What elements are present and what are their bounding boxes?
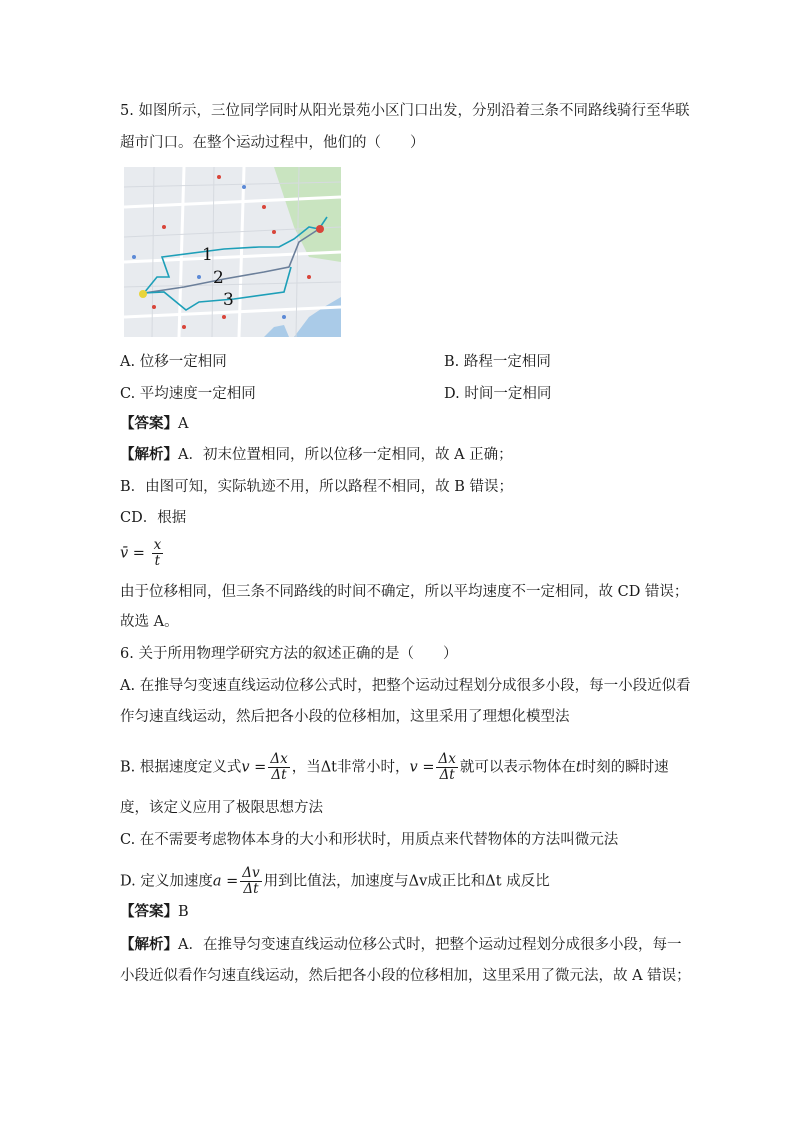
q5-analysis-cd2: 由于位移相同，但三条不同路线的时间不确定，所以平均速度不一定相同，故 CD 错误； <box>120 584 689 600</box>
analysis-text: A．初末位置相同，所以位移一定相同，故 A 正确； <box>178 447 513 463</box>
opt-b-text4: 就可以表示物体在 <box>459 759 576 776</box>
opt-d-fraction <box>240 866 261 897</box>
q5-stem-line1: 5. 如图所示，三位同学同时从阳光景苑小区门口出发，分别沿着三条不同路线骑行至华联 <box>120 103 690 119</box>
opt-d-text3: 成正比和 <box>427 873 486 890</box>
opt-b-text1: B. 根据速度定义式 <box>120 759 242 776</box>
opt-b-text3: 非常小时， <box>337 759 410 776</box>
q6-analysis-line2: 小段近似看作匀速直线运动，然后把各小段的位移相加，这里采用了微元法，故 A 错误； <box>120 968 691 984</box>
opt-d-text4: 成反比 <box>501 873 550 890</box>
q6-analysis-line1 <box>120 935 681 955</box>
opt-b-fraction <box>268 752 289 783</box>
average-velocity-formula <box>120 538 165 569</box>
opt-b-num2: Δx <box>438 751 456 767</box>
opt-b-text2: ，当 <box>291 759 321 776</box>
q6-option-b-line2: 度，该定义应用了极限思想方法 <box>120 800 323 816</box>
q5-answer <box>120 414 188 434</box>
opt-d-dt: Δt <box>485 873 502 890</box>
opt-b-den2: Δt <box>439 767 455 783</box>
formula-numerator: x <box>153 537 162 553</box>
formula-fraction <box>152 538 164 569</box>
opt-b-num: Δx <box>270 751 288 767</box>
analysis-tag: 【解析】 <box>120 446 178 463</box>
route-label-2: 2 <box>213 268 224 288</box>
route-label-1: 1 <box>202 245 213 265</box>
q6-option-b <box>120 752 669 783</box>
q6-stem: 6. 关于所用物理学研究方法的叙述正确的是（ ） <box>120 646 458 662</box>
q6-answer <box>120 902 189 922</box>
opt-d-a-eq: a = <box>212 873 239 890</box>
q6-option-a-line2: 作匀速直线运动，然后把各小段的位移相加，这里采用了理想化模型法 <box>120 709 570 725</box>
formula-denominator: t <box>154 553 161 569</box>
analysis-text: A．在推导匀变速直线运动位移公式时，把整个运动过程划分成很多小段，每一 <box>178 937 682 953</box>
opt-b-fraction2 <box>436 752 457 783</box>
q5-analysis-a <box>120 445 513 465</box>
answer-value: B <box>178 904 189 920</box>
q5-analysis-cd: CD．根据 <box>120 510 187 526</box>
q6-option-d <box>120 866 550 897</box>
q6-option-c: C. 在不需要考虑物体本身的大小和形状时，用质点来代替物体的方法叫微元法 <box>120 832 619 848</box>
opt-b-v-eq: v = <box>241 759 267 776</box>
opt-b-v-eq2: v = <box>409 759 435 776</box>
answer-tag: 【答案】 <box>120 415 178 432</box>
q5-conclusion: 故选 A。 <box>120 614 179 630</box>
q5-option-c: C. 平均速度一定相同 <box>120 386 256 402</box>
opt-b-t: t <box>575 759 582 776</box>
q5-option-a: A. 位移一定相同 <box>120 354 227 370</box>
q5-stem-line2: 超市门口。在整个运动过程中，他们的（ ） <box>120 135 425 151</box>
end-marker <box>316 225 324 233</box>
opt-d-text2: 用到比值法，加速度与 <box>263 873 409 890</box>
q5-option-d: D. 时间一定相同 <box>444 386 552 402</box>
analysis-tag: 【解析】 <box>120 936 178 953</box>
opt-d-den: Δt <box>243 881 259 897</box>
formula-lhs: v̄ = <box>120 545 145 562</box>
q5-option-b: B. 路程一定相同 <box>444 354 551 370</box>
opt-b-text5: 时刻的瞬时速 <box>581 759 669 776</box>
opt-d-text1: D. 定义加速度 <box>120 873 213 890</box>
opt-b-dt: Δt <box>320 759 338 776</box>
opt-d-dv: Δv <box>408 873 428 890</box>
start-marker <box>139 290 147 298</box>
q5-analysis-b: B．由图可知，实际轨迹不用，所以路程不相同，故 B 错误； <box>120 479 514 495</box>
answer-value: A <box>178 416 189 432</box>
opt-d-num: Δv <box>242 865 260 881</box>
route-label-3: 3 <box>223 290 234 310</box>
route-map-image <box>124 167 341 337</box>
answer-tag: 【答案】 <box>120 903 178 920</box>
q6-option-a-line1: A. 在推导匀变速直线运动位移公式时，把整个运动过程划分成很多小段，每一小段近似看 <box>120 678 691 694</box>
opt-b-den: Δt <box>271 767 287 783</box>
